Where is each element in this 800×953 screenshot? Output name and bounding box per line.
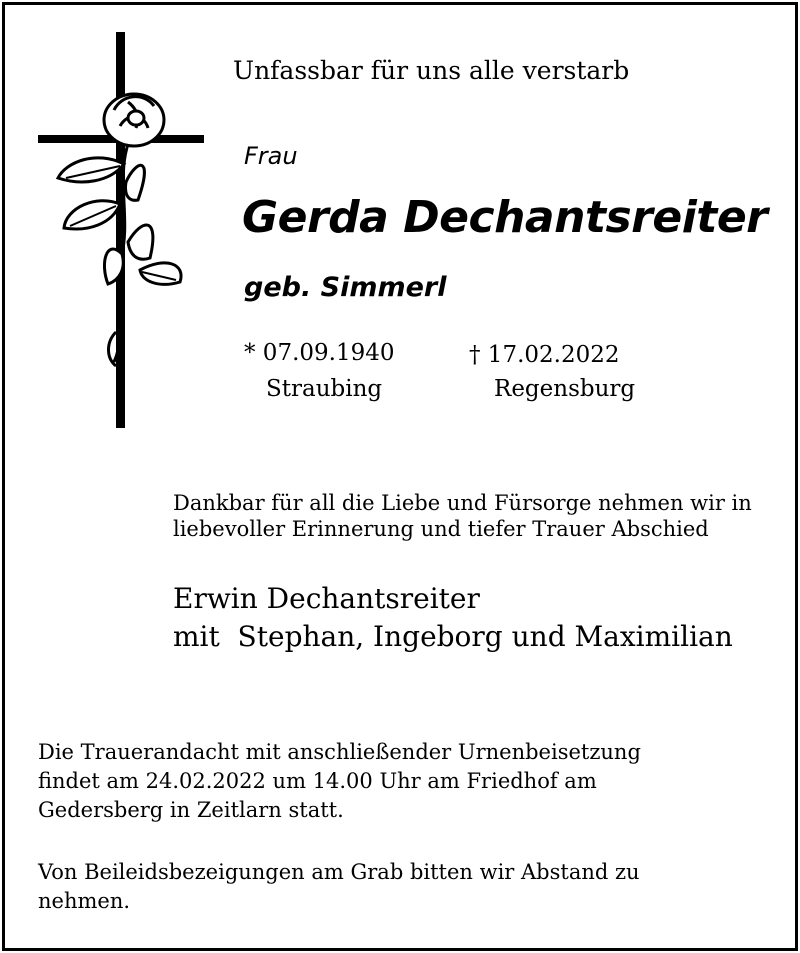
thanks-line: Dankbar für all die Liebe und Fürsorge nehmen wir in [173, 491, 752, 515]
death-date: † 17.02.2022 [469, 342, 620, 368]
condolence-paragraph [38, 858, 640, 916]
birth-date: * 07.09.1940 [244, 340, 395, 366]
condolence-line: Von Beileidsbezeigungen am Grab bitten wir Abstand zu [38, 860, 640, 884]
service-line: Die Trauerandacht mit anschließender Urnenbeisetzung [38, 740, 641, 764]
birth-place: Straubing [266, 376, 383, 402]
deceased-name: Gerda Dechantsreiter [242, 192, 768, 243]
thanks-line: liebevoller Erinnerung und tiefer Trauer Abschied [173, 517, 709, 541]
mourner-line: Erwin Dechantsreiter [173, 582, 480, 615]
service-paragraph [38, 738, 641, 825]
maiden-name: geb. Simmerl [244, 272, 447, 303]
service-line: findet am 24.02.2022 um 14.00 Uhr am Friedhof am [38, 769, 597, 793]
death-place: Regensburg [494, 376, 636, 402]
mourner-line: mit Stephan, Ingeborg und Maximilian [173, 620, 733, 653]
condolence-line: nehmen. [38, 889, 131, 913]
thanks-paragraph [173, 490, 752, 542]
service-line: Gedersberg in Zeitlarn statt. [38, 798, 344, 822]
cross-with-rose-icon [36, 32, 206, 432]
intro-line: Unfassbar für uns alle verstarb [233, 56, 630, 85]
salutation: Frau [244, 142, 298, 170]
